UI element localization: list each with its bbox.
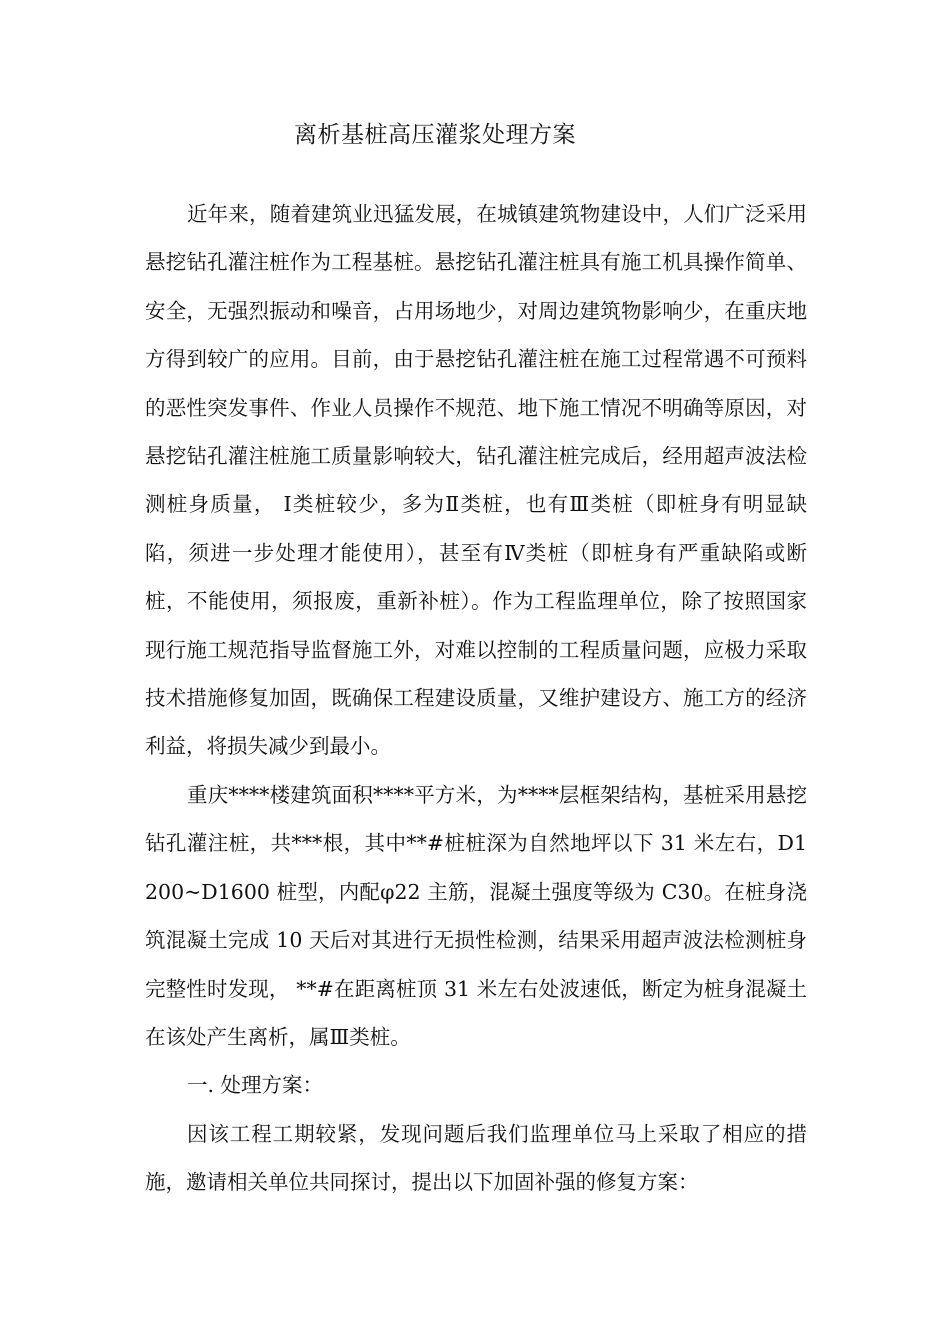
document-title: 离析基桩高压灌浆处理方案: [294, 122, 576, 148]
section-heading-treatment-plan: 一. 处理方案：: [187, 1073, 324, 1098]
document-body: [145, 190, 807, 1207]
paragraph-project-description: 重庆****楼建筑面积****平方米，为****层框架结构，基桩采用悬挖钻孔灌注桩，共***根，其中**#桩桩深为自然地坪以下 31 米左右，D1200~D1600 桩型，内配φ22 主筋，混凝土强度等级为 C30。在桩身浇筑混凝土完成 10 天后对其进行无损性检测，结果采用超声波法检测桩身完整性时发现， **#在距离桩顶 31 米左右处波速低，断定为桩身混凝土在该处产生离析，属Ⅲ类桩。: [145, 782, 807, 1049]
paragraph-introduction: 近年来，随着建筑业迅猛发展，在城镇建筑物建设中，人们广泛采用悬挖钻孔灌注桩作为工程基桩。悬挖钻孔灌注桩具有施工机具操作简单、安全，无强烈振动和噪音，占用场地少，对周边建筑物影响少，在重庆地方得到较广的应用。目前，由于悬挖钻孔灌注桩在施工过程常遇不可预料的恶性突发事件、作业人员操作不规范、地下施工情况不明确等原因，对悬挖钻孔灌注桩施工质量影响较大，钻孔灌注桩完成后，经用超声波法检测桩身质量， Ⅰ类桩较少，多为Ⅱ类桩，也有Ⅲ类桩（即桩身有明显缺陷，须进一步处理才能使用），甚至有Ⅳ类桩（即桩身有严重缺陷或断桩，不能使用，须报废，重新补桩）。作为工程监理单位，除了按照国家现行施工规范指导监督施工外，对难以控制的工程质量问题，应极力采取技术措施修复加固，既确保工程建设质量，又维护建设方、施工方的经济利益，将损失减少到最小。: [145, 202, 807, 759]
paragraph-treatment-intro: 因该工程工期较紧，发现问题后我们监理单位马上采取了相应的措施，邀请相关单位共同探讨，提出以下加固补强的修复方案：: [145, 1121, 807, 1195]
